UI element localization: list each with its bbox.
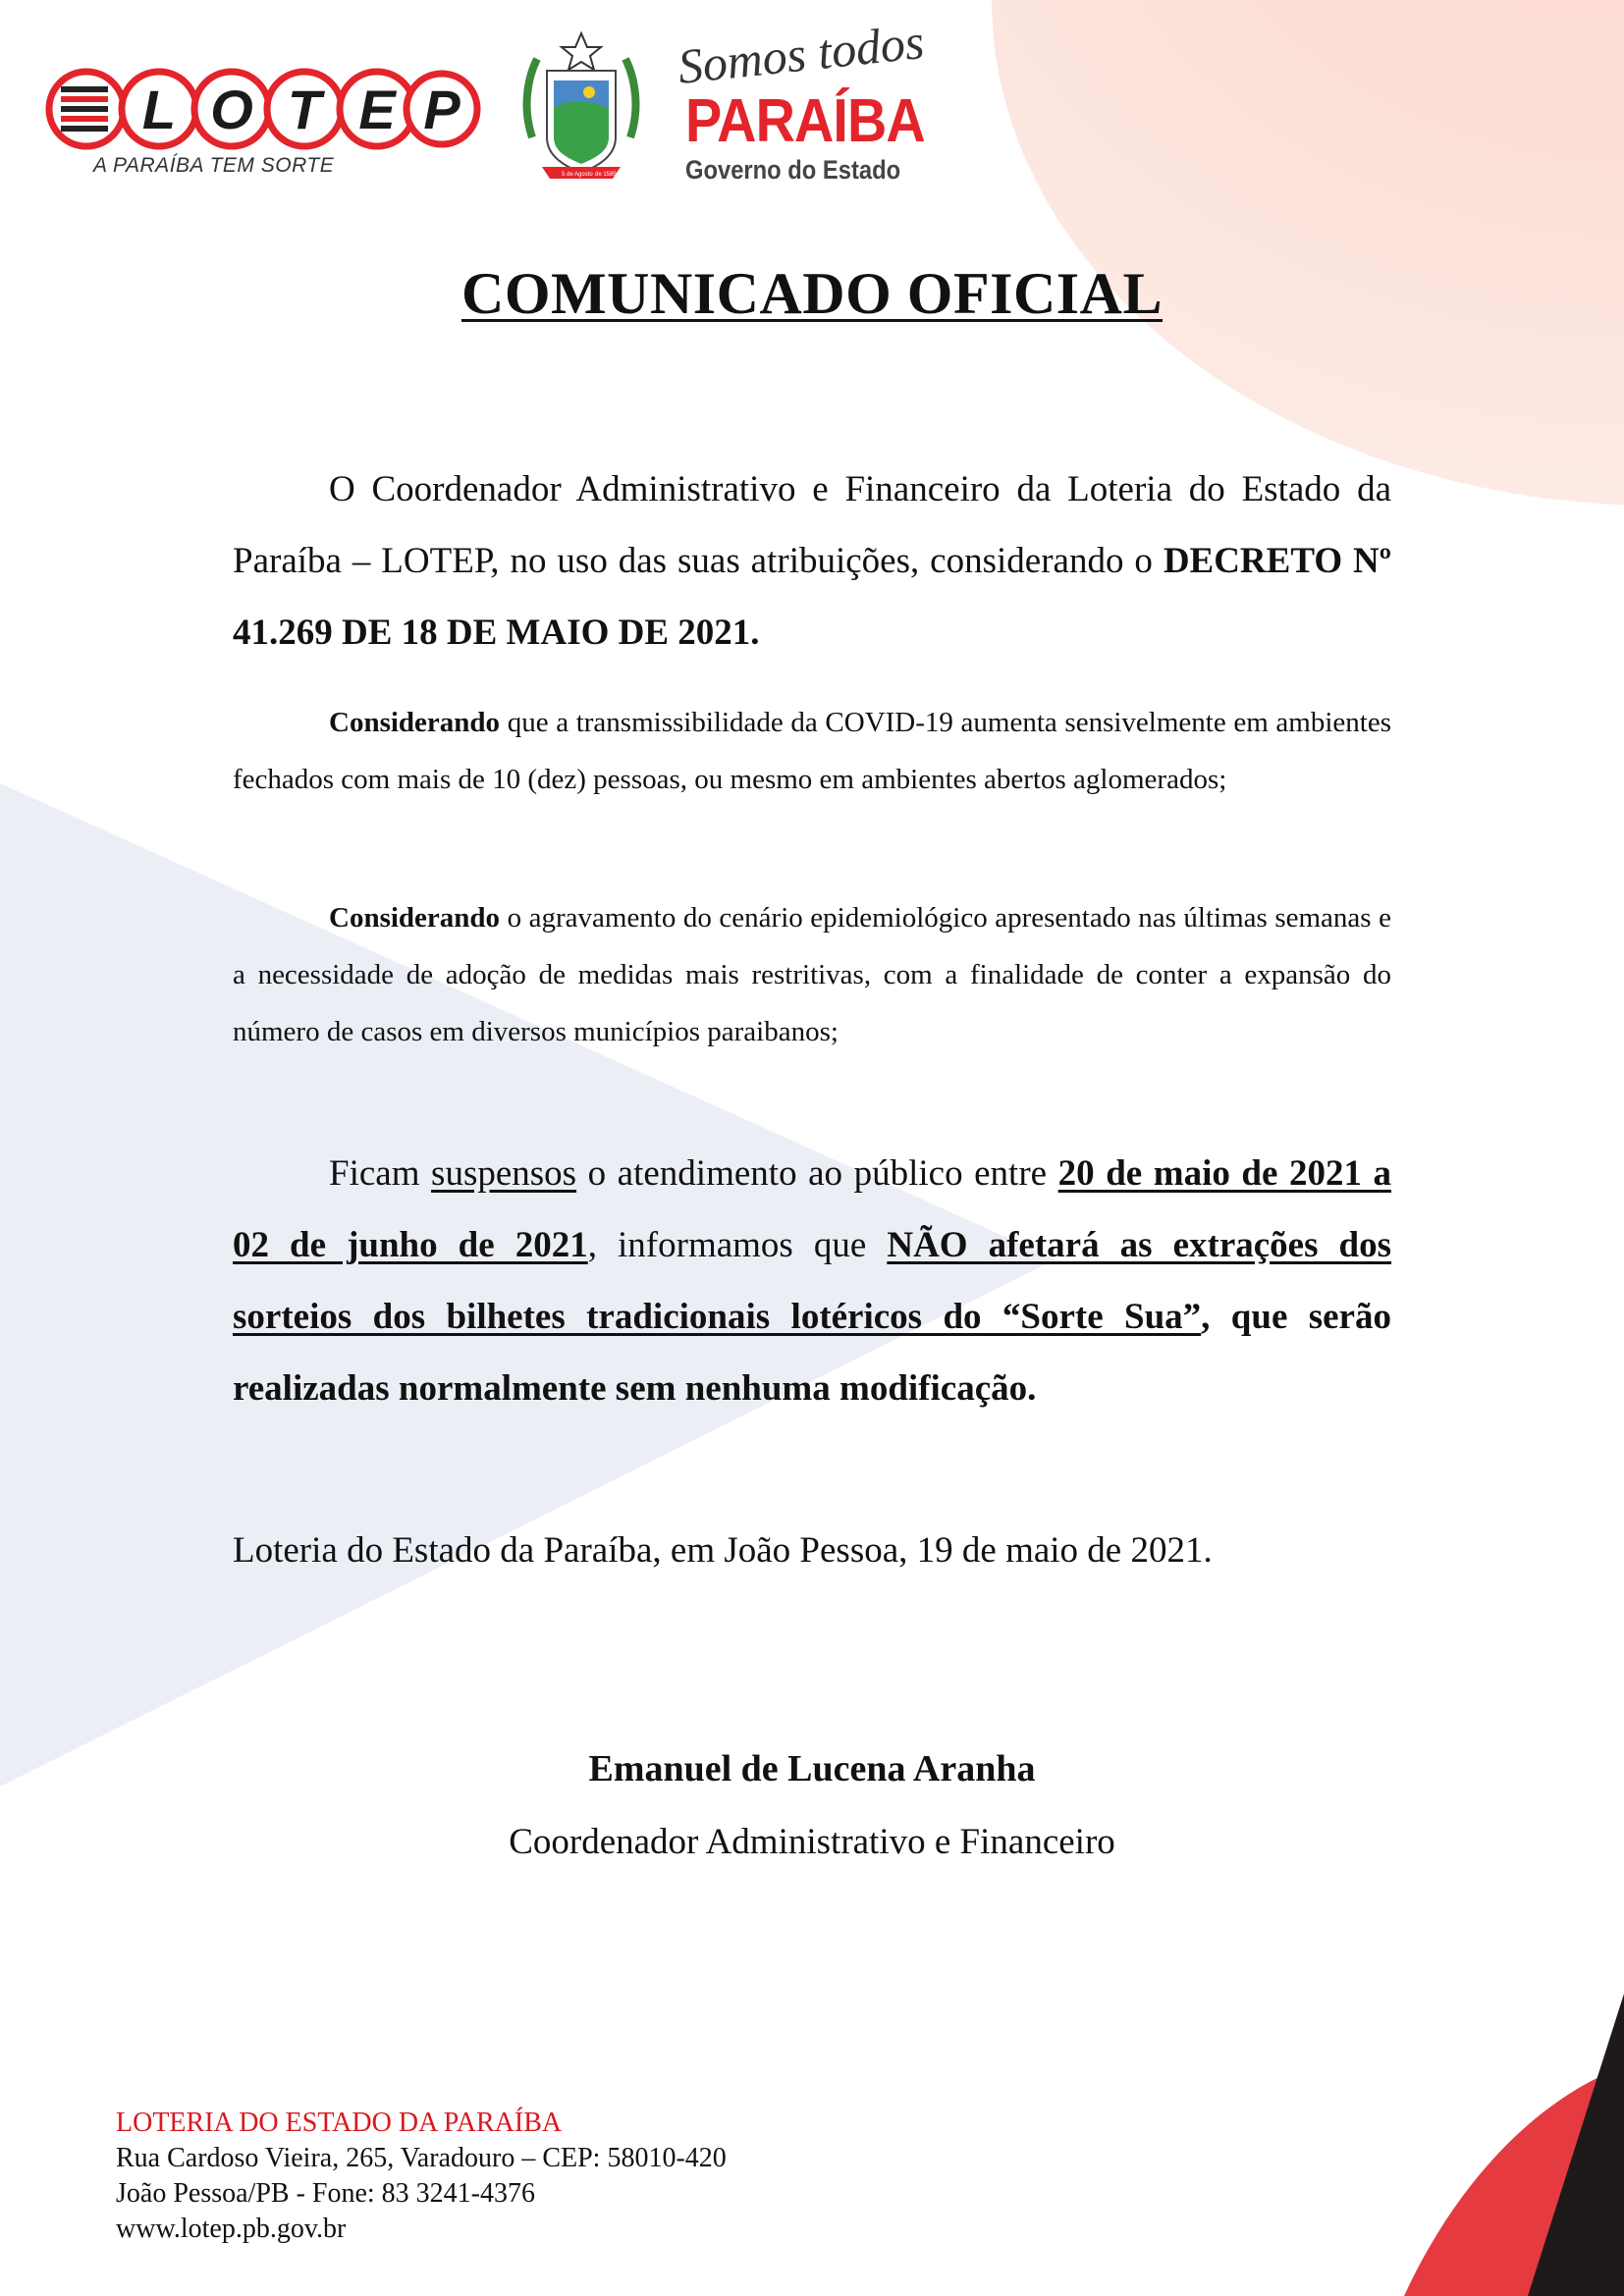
page-title: COMUNICADO OFICIAL (461, 261, 1163, 326)
lotep-letter: P (423, 79, 460, 140)
ribbon-text: de 1585 (595, 172, 617, 178)
not-affected-notice: NÃO afetará as extrações dos sorteios dos bilhetes tradicionais lotéricos do “Sorte Sua” (233, 1225, 1392, 1337)
considering-text: o agravamento do cenário epidemiológico apresentado nas últimas semanas e a necessidade de adoção de medidas mais restritivas, com a finalidade de conter a expansão do número de casos em diversos municípios paraibanos; (233, 902, 1391, 1047)
lotep-letter: E (358, 79, 396, 140)
footer-address: Rua Cardoso Vieira, 265, Varadouro – CEP: 58010-420 (116, 2143, 727, 2173)
lotep-letter: L (141, 79, 177, 140)
considering-lead: Considerando (329, 707, 501, 738)
footer-org: LOTERIA DO ESTADO DA PARAÍBA (116, 2108, 563, 2138)
gov-script: Somos todos (675, 14, 927, 94)
suspension-period: 20 de maio de 2021 a 02 de junho de 2021 (233, 1153, 1392, 1265)
footer-phone: João Pessoa/PB - Fone: 83 3241-4376 (116, 2178, 535, 2209)
suspended-word: suspensos (431, 1153, 577, 1194)
signatory-role: Coordenador Administrativo e Financeiro (509, 1822, 1115, 1862)
considering-paragraph-1 (233, 694, 1391, 808)
decree-reference: DECRETO Nº 41.269 DE 18 DE MAIO DE 2021. (233, 541, 1391, 653)
considering-text: que a transmissibilidade da COVID-19 aumenta sensivelmente em ambientes fechados com mais de 10 (dez) pessoas, ou mesmo em ambientes abertos aglomerados; (233, 707, 1391, 795)
ribbon-text: 5 de Agosto (562, 172, 593, 178)
decision-text: o atendimento ao público entre (576, 1153, 1058, 1194)
intro-text: O Coordenador Administrativo e Financeiro da Loteria do Estado da Paraíba – LOTEP, no uso das suas atribuições, considerando o (233, 469, 1391, 581)
lotep-tagline: A PARAÍBA TEM SORTE (93, 154, 335, 177)
normal-operation-notice: , que serão realizadas normalmente sem nenhuma modificação. (233, 1297, 1391, 1409)
decision-text: Ficam (329, 1153, 432, 1194)
peach-circle (992, 0, 1624, 506)
considering-paragraph-2 (233, 889, 1391, 1060)
decision-text: , informamos que (587, 1225, 888, 1265)
signatory-name: Emanuel de Lucena Aranha (588, 1748, 1036, 1789)
footer-website[interactable]: www.lotep.pb.gov.br (116, 2214, 347, 2244)
lotep-letter: O (210, 79, 253, 140)
lotep-p-circle (403, 69, 481, 157)
paraiba-coat-of-arms (503, 29, 660, 187)
place-date: Loteria do Estado da Paraíba, em João Pessoa, 19 de maio de 2021. (233, 1530, 1213, 1571)
lotep-letter: T (287, 79, 322, 140)
intro-paragraph (233, 454, 1391, 668)
gov-state: PARAÍBA (685, 87, 925, 155)
considering-lead: Considerando (329, 902, 501, 934)
gov-sub: Governo do Estado (685, 155, 901, 185)
decision-paragraph (233, 1138, 1391, 1424)
